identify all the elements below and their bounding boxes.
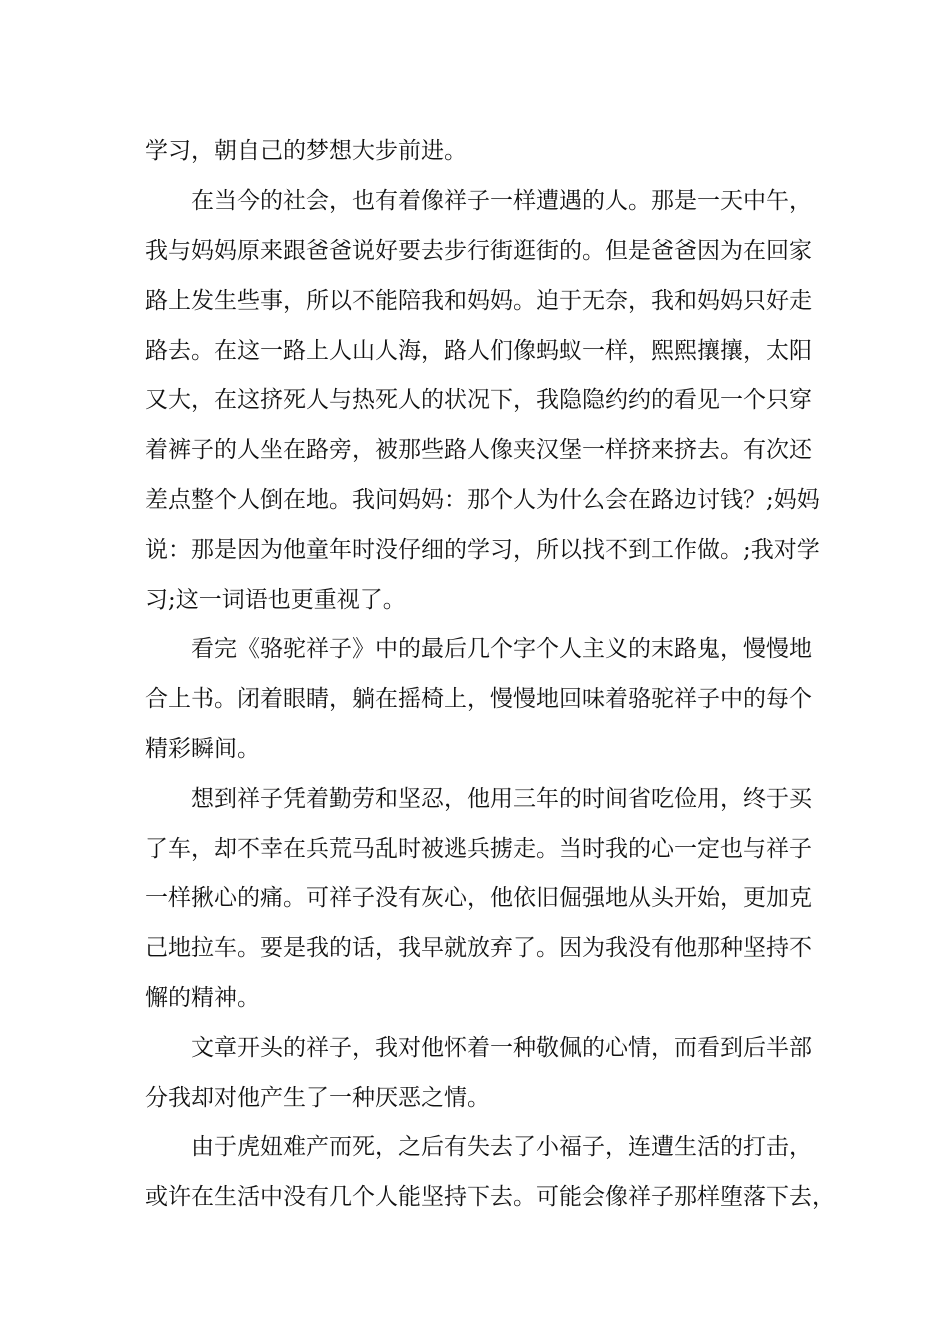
text-line: 己地拉车。要是我的话，我早就放弃了。因为我没有他那种坚持不 — [145, 935, 812, 961]
text-line: 精彩瞬间。 — [145, 736, 260, 762]
text-line: 路去。在这一路上人山人海，路人们像蚂蚁一样，熙熙攘攘，太阳 — [145, 338, 812, 364]
text-line: 习;这一词语也更重视了。 — [145, 587, 406, 613]
text-line: 我与妈妈原来跟爸爸说好要去步行街逛街的。但是爸爸因为在回家 — [145, 238, 812, 264]
text-line: 了车，却不幸在兵荒马乱时被逃兵掳走。当时我的心一定也与祥子 — [145, 836, 812, 862]
text-line: 差点整个人倒在地。我问妈妈：那个人为什么会在路边讨钱？;妈妈 — [145, 487, 820, 513]
text-line: 或许在生活中没有几个人能坚持下去。可能会像祥子那样堕落下去， — [145, 1184, 835, 1210]
paragraph-first-line: 在当今的社会，也有着像祥子一样遭遇的人。那是一天中午， — [191, 188, 812, 214]
text-line: 着裤子的人坐在路旁，被那些路人像夹汉堡一样挤来挤去。有次还 — [145, 437, 812, 463]
text-line: 合上书。闭着眼睛，躺在摇椅上，慢慢地回味着骆驼祥子中的每个 — [145, 686, 812, 712]
text-line: 说：那是因为他童年时没仔细的学习，所以找不到工作做。;我对学 — [145, 537, 820, 563]
text-line: 一样揪心的痛。可祥子没有灰心，他依旧倔强地从头开始，更加克 — [145, 885, 812, 911]
text-line: 懈的精神。 — [145, 985, 260, 1011]
paragraph-first-line: 想到祥子凭着勤劳和坚忍，他用三年的时间省吃俭用，终于买 — [191, 786, 812, 812]
text-line: 分我却对他产生了一种厌恶之情。 — [145, 1085, 490, 1111]
text-line: 路上发生些事，所以不能陪我和妈妈。迫于无奈，我和妈妈只好走 — [145, 288, 812, 314]
paragraph-first-line: 看完《骆驼祥子》中的最后几个字个人主义的末路鬼，慢慢地 — [191, 636, 812, 662]
text-line: 又大，在这挤死人与热死人的状况下，我隐隐约约的看见一个只穿 — [145, 387, 812, 413]
paragraph-first-line: 由于虎妞难产而死，之后有失去了小福子，连遭生活的打击， — [191, 1134, 812, 1160]
text-line: 学习，朝自己的梦想大步前进。 — [145, 138, 467, 164]
paragraph-first-line: 文章开头的祥子，我对他怀着一种敬佩的心情，而看到后半部 — [191, 1035, 812, 1061]
